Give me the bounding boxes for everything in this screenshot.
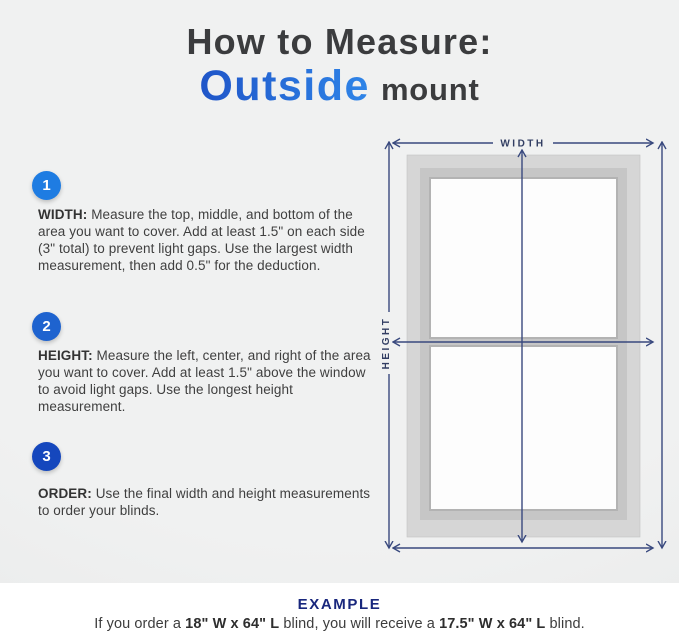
height-arrow-label: HEIGHT xyxy=(381,316,392,370)
step-1-number-badge: 1 xyxy=(32,171,61,200)
step-3-body: Use the final width and height measurements to order your blinds. xyxy=(38,486,371,518)
window-graphic xyxy=(407,155,640,537)
step-2-label: HEIGHT: xyxy=(38,348,93,363)
step-1-width xyxy=(32,171,378,273)
step-3-order xyxy=(32,442,378,518)
example-footer xyxy=(0,583,679,644)
step-3-label: ORDER: xyxy=(38,486,92,501)
window-measurement-diagram xyxy=(375,128,667,560)
step-3-text xyxy=(38,485,378,519)
step-1-text xyxy=(38,206,378,274)
step-2-height xyxy=(32,312,378,414)
page-title xyxy=(0,22,679,109)
title-line1: How to Measure: xyxy=(186,21,493,62)
title-highlight: Outside xyxy=(199,61,370,110)
window-pane-upper xyxy=(430,178,617,338)
title-suffix: mount xyxy=(380,71,480,107)
window-pane-lower xyxy=(430,346,617,510)
example-heading: EXAMPLE xyxy=(297,596,382,613)
example-sentence: If you order a 18" W x 64" L blind, you will receive a 17.5" W x 64" L blind. xyxy=(94,616,585,632)
step-1-body: Measure the top, middle, and bottom of the area you want to cover. Add at least 1.5" on each side (3" total) to prevent light gaps. Use the largest width measurement, then add 0.5" for the deduction. xyxy=(38,207,365,273)
step-2-number-badge: 2 xyxy=(32,312,61,341)
title-line2 xyxy=(0,61,679,110)
width-arrow-label: WIDTH xyxy=(500,138,546,150)
step-3-number-badge: 3 xyxy=(32,442,61,471)
step-2-text xyxy=(38,347,378,415)
step-1-label: WIDTH: xyxy=(38,207,88,222)
step-2-body: Measure the left, center, and right of the area you want to cover. Add at least 1.5" above the window to avoid light gaps. Use the longest height measurement. xyxy=(38,348,371,414)
